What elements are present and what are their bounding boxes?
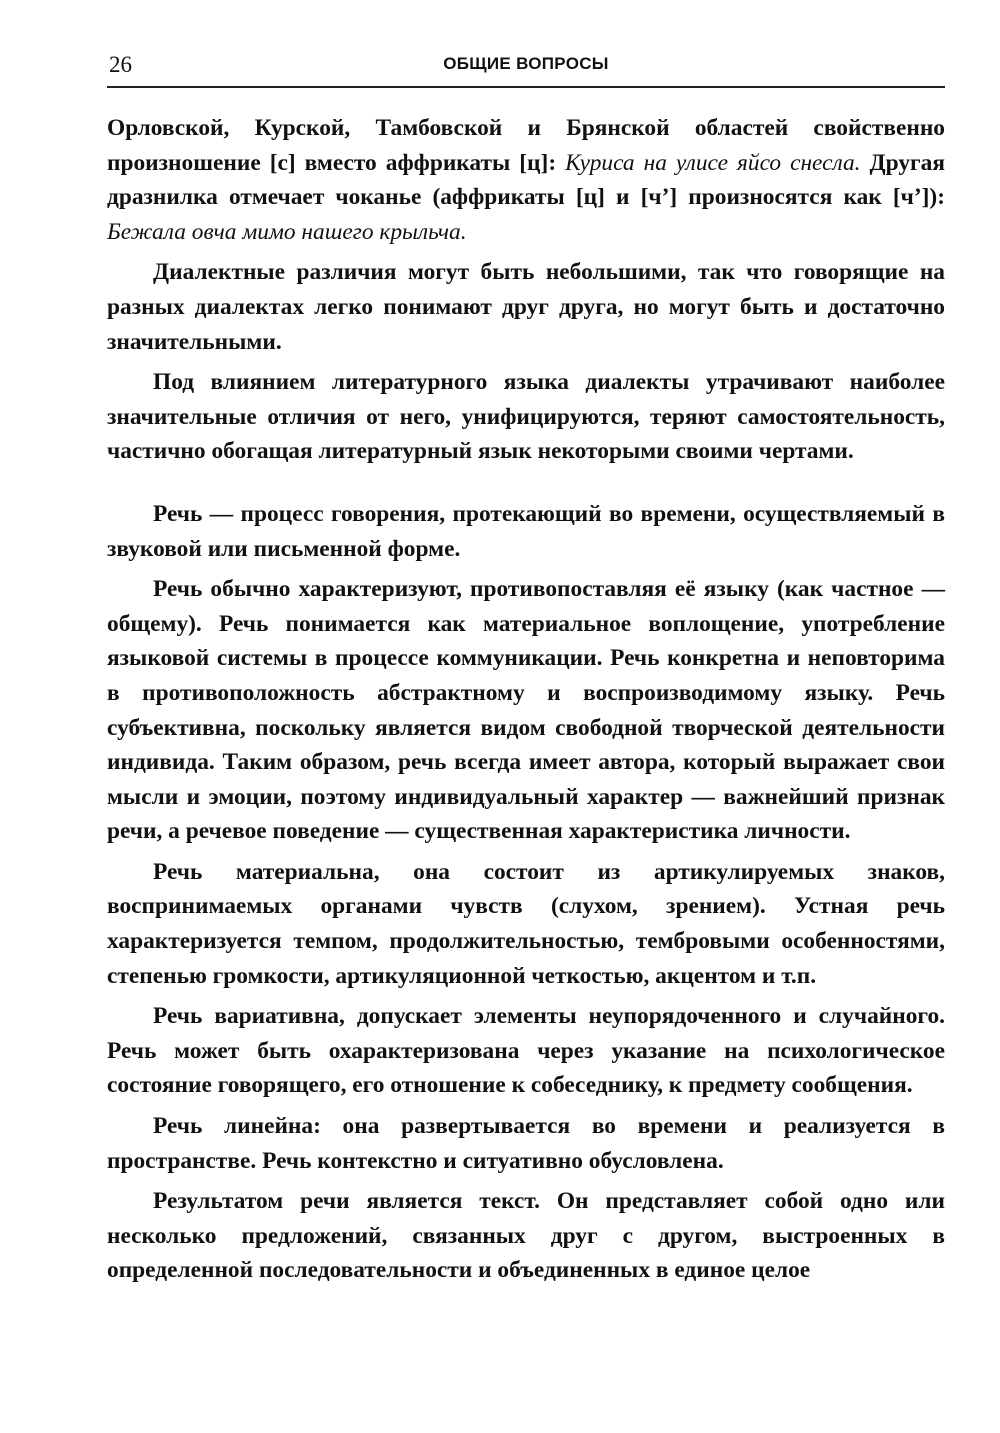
paragraph-speech-variative: Речь вариативна, допускает элементы неупорядоченного и случайного. Речь может быть охарактеризована через указание на психологическое состояние говорящего, его отношение к собеседнику, к предмету сообщения. — [107, 1003, 945, 1099]
example-phrase: Куриса на улисе яйсо снесла. — [565, 149, 861, 176]
paragraph-text: Другая дразнилка отмечает чоканье (аффрикаты [ц] и [ч’] произносятся как [ч’]): — [107, 149, 946, 211]
paragraph-speech-result: Результатом речи является текст. Он представляет собой одно или несколько предложений, связанных друг с другом, выстроенных в определенной последовательности и объединенных в единое целое — [107, 1188, 945, 1284]
defined-term: Речь — [153, 500, 203, 527]
book-page — [107, 44, 945, 1288]
paragraph-literary-influence: Под влиянием литературного языка диалекты утрачивают наиболее значительные отличия от него, унифицируются, теряют самостоятельность, частично обогащая литературный язык некоторыми своими чертами. — [107, 369, 945, 465]
section-title: ОБЩИЕ ВОПРОСЫ — [443, 54, 609, 73]
paragraph-dialect-examples — [107, 111, 945, 249]
page-number: 26 — [109, 52, 132, 77]
paragraph-speech-definition — [107, 497, 945, 566]
paragraph-text: Орловской, Курской, Тамбовской и Брянской областей свойственно произношение [с] вместо аффрикаты [ц]: — [107, 115, 945, 176]
paragraph-dialect-differences: Диалектные различия могут быть небольшими, так что говорящие на разных диалектах легко понимают друг друга, но могут быть и достаточно значительными. — [107, 259, 945, 355]
running-head — [107, 44, 945, 88]
example-phrase: Бежала овча мимо нашего крыльча. — [107, 218, 467, 245]
definition-text: — процесс говорения, протекающий во времени, осуществляемый в звуковой или письменной форме. — [107, 500, 945, 562]
paragraph-speech-material: Речь материальна, она состоит из артикулируемых знаков, воспринимаемых органами чувств (слухом, зрением). Устная речь характеризуется темпом, продолжительностью, тембровыми особенностями, степенью громкости, артикуляционной четкостью, акцентом и т.п. — [107, 858, 945, 989]
paragraph-speech-linear: Речь линейна: она развертывается во времени и реализуется в пространстве. Речь контекстно и ситуативно обусловлена. — [107, 1113, 945, 1174]
paragraph-speech-characteristics: Речь обычно характеризуют, противопоставляя её языку (как частное — общему). Речь понимается как материальное воплощение, употребление языковой системы в процессе коммуникации. Речь конкретна и неповторима в противоположность абстрактному и воспроизводимому языку. Речь субъективна, поскольку является видом свободной творческой деятельности индивида. Таким образом, речь всегда имеет автора, который выражает свои мысли и эмоции, поэтому индивидуальный характер — важнейший признак речи, а речевое поведение — существенная характеристика личности. — [107, 576, 945, 845]
body-text — [107, 111, 945, 1288]
